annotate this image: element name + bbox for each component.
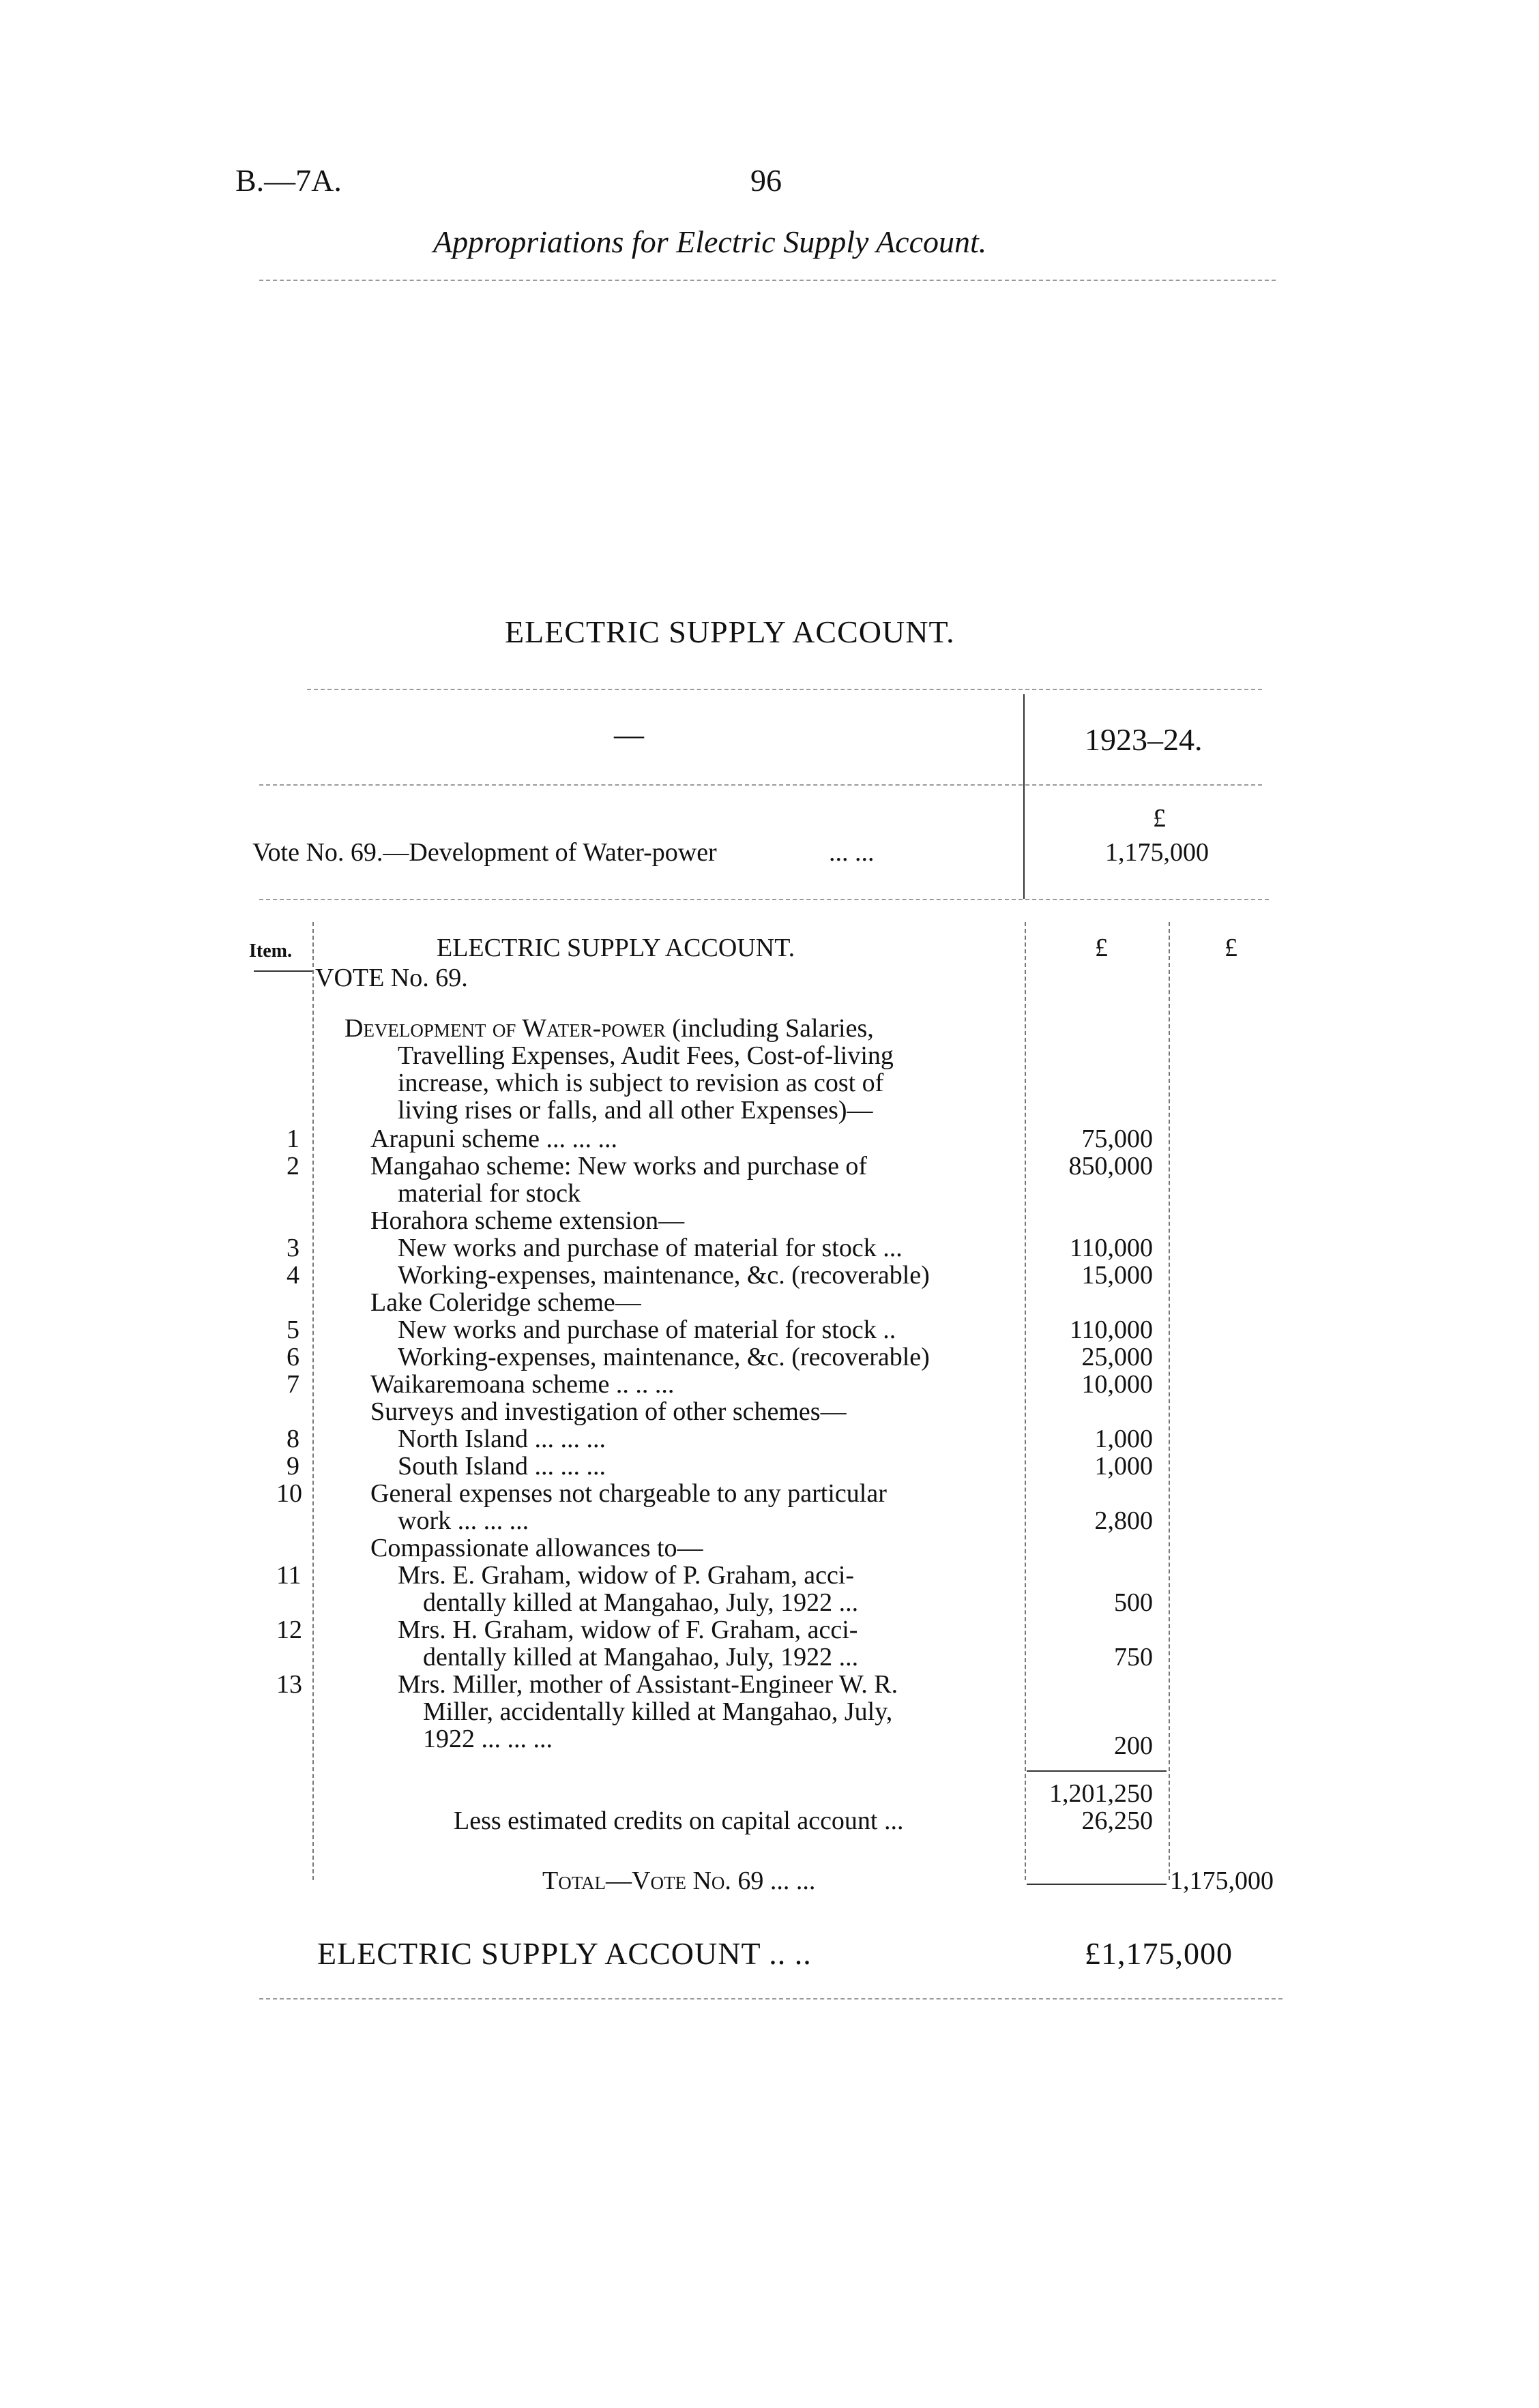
item-number: 8 bbox=[287, 1425, 299, 1453]
item-number: 4 bbox=[287, 1261, 299, 1290]
intro-lead: Development of Water-power bbox=[345, 1014, 666, 1043]
vote-total-text: Total—Vote No. 69 ... ... bbox=[542, 1867, 816, 1895]
summary-desc-header: — bbox=[614, 718, 644, 752]
vote-total-label bbox=[542, 1867, 815, 1894]
summary-bottom-rule bbox=[259, 899, 1269, 900]
line-amount: 850,000 bbox=[1068, 1152, 1153, 1180]
bottom-rule bbox=[259, 1998, 1282, 2000]
item-number: 11 bbox=[276, 1561, 302, 1590]
line-text: Miller, accidentally killed at Mangahao, July, bbox=[423, 1697, 893, 1726]
total-column-divider bbox=[1169, 922, 1170, 1880]
line-amount: 110,000 bbox=[1069, 1316, 1153, 1344]
line-text: North Island ... ... ... bbox=[398, 1425, 606, 1453]
line-text: Compassionate allowances to— bbox=[370, 1534, 703, 1562]
vote-total-amount: 1,175,000 bbox=[1170, 1867, 1274, 1895]
summary-year-header: 1923–24. bbox=[1085, 722, 1203, 757]
item-number: 1 bbox=[287, 1125, 299, 1153]
intro-line: Travelling Expenses, Audit Fees, Cost-of-living bbox=[398, 1041, 894, 1070]
line-amount: 25,000 bbox=[1081, 1343, 1153, 1371]
line-text: Mrs. E. Graham, widow of P. Graham, acci- bbox=[398, 1561, 855, 1590]
line-amount: 110,000 bbox=[1069, 1234, 1153, 1262]
line-text: Mangahao scheme: New works and purchase of bbox=[370, 1152, 868, 1180]
summary-vote-leader: ... ... bbox=[829, 838, 875, 867]
item-number: 9 bbox=[287, 1452, 299, 1481]
line-text: Waikaremoana scheme .. .. ... bbox=[370, 1370, 675, 1399]
line-amount: 10,000 bbox=[1081, 1370, 1153, 1399]
line-text: Working-expenses, maintenance, &c. (recoverable) bbox=[398, 1261, 930, 1290]
line-text: South Island ... ... ... bbox=[398, 1452, 606, 1481]
line-text: material for stock bbox=[398, 1179, 581, 1208]
summary-top-rule bbox=[307, 689, 1262, 690]
page-number: 96 bbox=[750, 163, 782, 198]
line-text: New works and purchase of material for stock .. bbox=[398, 1316, 896, 1344]
line-amount: 75,000 bbox=[1081, 1125, 1153, 1153]
line-text: Mrs. H. Graham, widow of F. Graham, acci- bbox=[398, 1616, 858, 1644]
running-title: Appropriations for Electric Supply Account. bbox=[433, 224, 987, 259]
summary-currency: £ bbox=[1153, 804, 1166, 833]
item-number: 7 bbox=[287, 1370, 299, 1399]
item-number: 5 bbox=[287, 1316, 299, 1344]
detail-heading: ELECTRIC SUPPLY ACCOUNT. bbox=[437, 934, 795, 962]
item-column-divider bbox=[312, 922, 314, 1880]
summary-heading: ELECTRIC SUPPLY ACCOUNT. bbox=[505, 614, 955, 649]
subtotal-amount: 1,201,250 bbox=[1049, 1779, 1153, 1808]
col1-currency: £ bbox=[1095, 934, 1108, 962]
line-text: Horahora scheme extension— bbox=[370, 1206, 685, 1235]
line-text: General expenses not chargeable to any particular bbox=[370, 1479, 887, 1508]
item-number: 12 bbox=[276, 1616, 302, 1644]
line-text: Mrs. Miller, mother of Assistant-Engineer W. R. bbox=[398, 1670, 898, 1699]
summary-vote-label: Vote No. 69.—Development of Water-power bbox=[252, 838, 717, 867]
line-text: Lake Coleridge scheme— bbox=[370, 1288, 641, 1317]
grand-total-label: ELECTRIC SUPPLY ACCOUNT .. .. bbox=[317, 1936, 812, 1971]
col2-currency: £ bbox=[1225, 934, 1237, 962]
line-text: dentally killed at Mangahao, July, 1922 ... bbox=[423, 1643, 859, 1671]
summary-vote-amount: 1,175,000 bbox=[1105, 838, 1209, 867]
document-code: B.—7A. bbox=[235, 163, 342, 198]
line-text: New works and purchase of material for stock ... bbox=[398, 1234, 903, 1262]
line-amount: 500 bbox=[1114, 1588, 1153, 1617]
line-amount: 2,800 bbox=[1094, 1506, 1153, 1535]
line-text: Arapuni scheme ... ... ... bbox=[370, 1125, 617, 1153]
intro-line: increase, which is subject to revision as cost of bbox=[398, 1069, 884, 1097]
grand-total-amount: £1,175,000 bbox=[1085, 1936, 1233, 1971]
summary-column-divider bbox=[1023, 694, 1025, 899]
line-text: Surveys and investigation of other schemes— bbox=[370, 1397, 847, 1426]
vote-number-label: VOTE No. 69. bbox=[315, 964, 468, 992]
vote-total-rule bbox=[1027, 1884, 1167, 1885]
line-amount: 1,000 bbox=[1094, 1425, 1153, 1453]
item-number: 6 bbox=[287, 1343, 299, 1371]
less-credits-amount: 26,250 bbox=[1081, 1807, 1153, 1835]
line-amount: 200 bbox=[1114, 1731, 1153, 1760]
item-number: 13 bbox=[276, 1670, 302, 1699]
summary-header-rule bbox=[259, 784, 1262, 786]
line-text: Working-expenses, maintenance, &c. (recoverable) bbox=[398, 1343, 930, 1371]
intro-line: living rises or falls, and all other Expenses)— bbox=[398, 1096, 873, 1125]
line-text: dentally killed at Mangahao, July, 1922 ... bbox=[423, 1588, 859, 1617]
subtotal-rule bbox=[1027, 1770, 1167, 1772]
item-column-header: Item. bbox=[249, 940, 292, 962]
line-text: work ... ... ... bbox=[398, 1506, 529, 1535]
header-rule bbox=[259, 280, 1276, 281]
item-number: 2 bbox=[287, 1152, 299, 1180]
line-text: 1922 ... ... ... bbox=[423, 1725, 553, 1753]
item-number: 10 bbox=[276, 1479, 302, 1508]
line-amount: 1,000 bbox=[1094, 1452, 1153, 1481]
line-amount: 15,000 bbox=[1081, 1261, 1153, 1290]
intro-line bbox=[345, 1015, 874, 1042]
line-amount: 750 bbox=[1114, 1643, 1153, 1671]
item-header-rule bbox=[254, 970, 314, 972]
intro-line-rest: (including Salaries, bbox=[672, 1014, 874, 1043]
less-credits-label: Less estimated credits on capital account ... bbox=[454, 1807, 904, 1835]
item-number: 3 bbox=[287, 1234, 299, 1262]
